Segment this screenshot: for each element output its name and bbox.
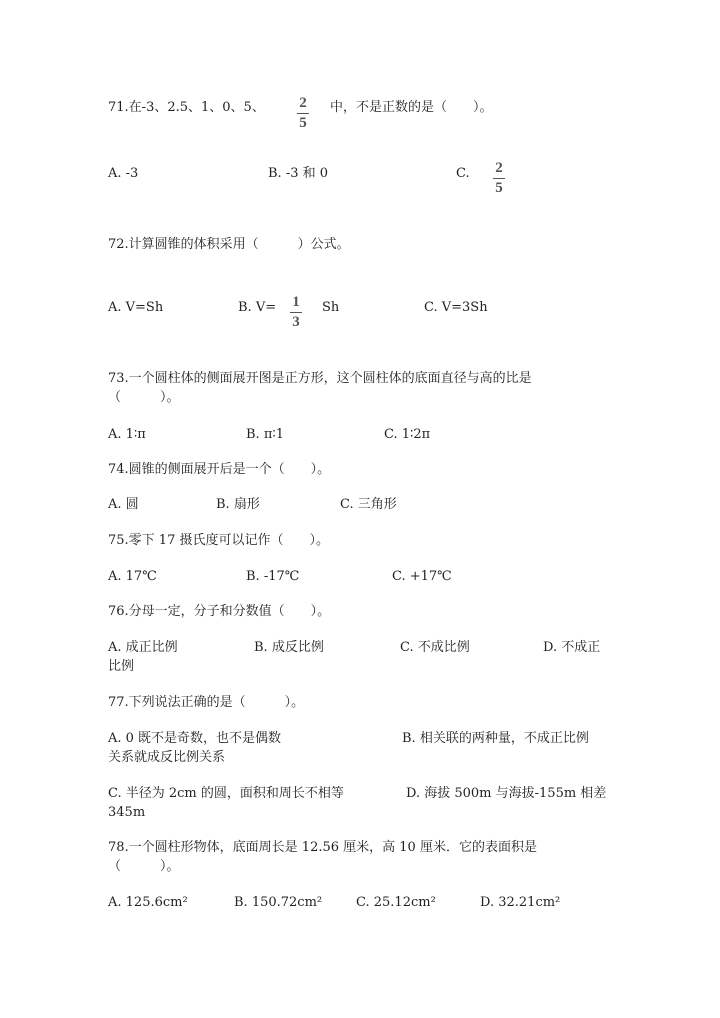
q76-option-c: C. 不成比例 <box>400 640 470 655</box>
q74-option-c: C. 三角形 <box>340 497 397 512</box>
q77-option-a: A. 0 既不是奇数，也不是偶数 <box>108 731 282 746</box>
fraction-bar <box>297 113 309 114</box>
q71-stem-part1: 71.在-3、2.5、1、0、5、 <box>108 100 265 115</box>
q74-option-b: B. 扇形 <box>216 497 260 512</box>
q71-option-c-fraction <box>492 161 506 196</box>
q72-option-c: C. V=3Sh <box>424 300 488 315</box>
q75-option-a: A. 17℃ <box>108 569 157 584</box>
q72-option-b: B. V= <box>238 300 277 315</box>
q78-option-b: B. 150.72cm² <box>234 895 323 910</box>
q77-option-c: C. 半径为 2cm 的圆，面积和周长不相等 <box>108 786 344 801</box>
q71-stem-part2: 中，不是正数的是（ ）。 <box>330 100 493 115</box>
q72-option-b-fraction <box>289 295 303 330</box>
q77-option-d-wrap: 345m <box>108 805 146 820</box>
q77-option-b-wrap: 关系就成反比例关系 <box>108 750 226 765</box>
q71-stem-fraction <box>296 96 310 131</box>
q72-option-a: A. V=Sh <box>108 300 164 315</box>
q76-option-b: B. 成反比例 <box>254 640 324 655</box>
fraction-denominator: 5 <box>495 180 503 196</box>
q74-stem: 74.圆锥的侧面展开后是一个（ ）。 <box>108 462 331 477</box>
q72-option-b-suffix: Sh <box>322 300 340 315</box>
q78-option-c: C. 25.12cm² <box>356 895 436 910</box>
q75-option-b: B. -17℃ <box>246 569 300 584</box>
fraction-denominator: 5 <box>299 115 307 131</box>
q77-option-b: B. 相关联的两种量，不成正比例 <box>402 731 589 746</box>
q76-option-d: D. 不成正 <box>543 640 601 655</box>
q77-option-d: D. 海拔 500m 与海拔-155m 相差 <box>406 786 607 801</box>
fraction-numerator: 2 <box>299 95 307 111</box>
q71-option-c: C. <box>456 166 470 181</box>
q75-option-c: C. +17℃ <box>392 569 452 584</box>
q71-option-b: B. -3 和 0 <box>268 166 329 181</box>
q77-stem: 77.下列说法正确的是（ ）。 <box>108 695 305 710</box>
fraction-bar <box>493 178 505 179</box>
fraction-bar <box>290 312 302 313</box>
q73-option-a: A. 1∶π <box>108 427 146 442</box>
fraction-numerator: 2 <box>495 160 503 176</box>
q76-option-a: A. 成正比例 <box>108 640 178 655</box>
q78-option-a: A. 125.6cm² <box>108 895 188 910</box>
q76-stem: 76.分母一定，分子和分数值（ ）。 <box>108 604 331 619</box>
fraction-denominator: 3 <box>292 314 300 330</box>
fraction-numerator: 1 <box>292 294 300 310</box>
q78-option-d: D. 32.21cm² <box>480 895 561 910</box>
q78-stem-line1: 78.一个圆柱形物体，底面周长是 12.56 厘米，高 10 厘米．它的表面积是 <box>108 840 537 855</box>
q75-stem: 75.零下 17 摄氏度可以记作（ ）。 <box>108 533 329 548</box>
q72-stem: 72.计算圆锥的体积采用（ ）公式。 <box>108 237 350 252</box>
q73-stem-line2: （ ）。 <box>108 390 180 405</box>
q71-option-a: A. -3 <box>108 166 139 181</box>
q73-option-c: C. 1∶2π <box>384 427 431 442</box>
q74-option-a: A. 圆 <box>108 497 139 512</box>
q73-option-b: B. π∶1 <box>246 427 285 442</box>
q73-stem-line1: 73.一个圆柱体的侧面展开图是正方形，这个圆柱体的底面直径与高的比是 <box>108 371 532 386</box>
q76-option-d-wrap: 比例 <box>108 659 135 674</box>
q78-stem-line2: （ ）。 <box>108 859 180 874</box>
